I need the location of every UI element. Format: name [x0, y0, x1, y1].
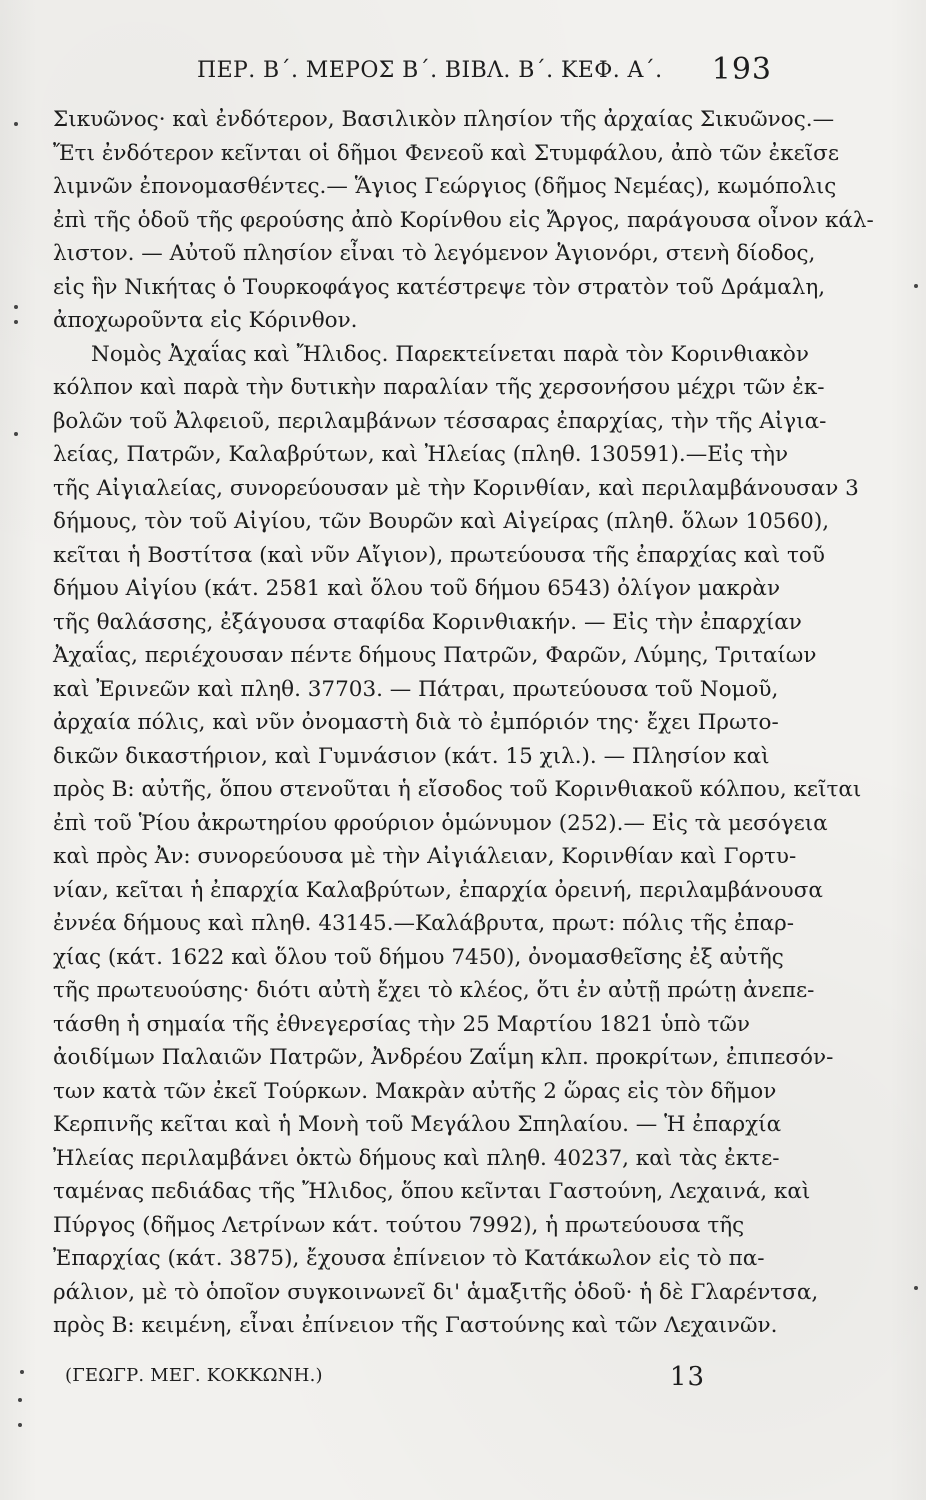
text-line: Κερπινῆς κεῖται καὶ ἡ Μονὴ τοῦ Μεγάλου Σπηλαίου. — Ἡ ἐπαρχία [53, 1112, 782, 1137]
text-line: πρὸς Β: κειμένη, εἶναι ἐπίνειον τῆς Γαστούνης καὶ τῶν Λεχαινῶν. [53, 1313, 778, 1338]
margin-dot-mark [18, 1423, 22, 1427]
margin-dot-mark [914, 1286, 918, 1290]
text-line: Πύργος (δῆμος Λετρίνων κάτ. τούτου 7992), ἡ πρωτεύουσα τῆς [53, 1212, 745, 1238]
text-line: δήμου Αἰγίου (κάτ. 2581 καὶ ὅλου τοῦ δήμου 6543) ὀλίγον μακρὰν [53, 576, 781, 601]
text-line: κόλπον καὶ παρὰ τὴν δυτικὴν παραλίαν τῆς χερσονήσου μέχρι τῶν ἐκ- [53, 375, 825, 400]
text-line: ταμένας πεδιάδας τῆς Ἤλιδος, ὅπου κεῖνται Γαστούνη, Λεχαινά, καὶ [53, 1179, 811, 1204]
margin-dot-mark [914, 284, 918, 288]
text-line: ἀποχωροῦντα εἰς Κόρινθον. [53, 308, 358, 333]
text-line: ἀοιδίμων Παλαιῶν Πατρῶν, Ἀνδρέου Ζαΐμη κλπ. προκρίτων, ἐπιπεσόν- [53, 1045, 834, 1070]
text-line: ράλιον, μὲ τὸ ὁποῖον συγκοινωνεῖ δι' ἁμαξιτῆς ὁδοῦ· ἡ δὲ Γλαρέντσα, [53, 1279, 819, 1305]
text-line: Ἔτι ἐνδότερον κεῖνται οἱ δῆμοι Φενεοῦ καὶ Στυμφάλου, ἀπὸ τῶν ἐκεῖσε [53, 140, 839, 166]
margin-dot-mark [14, 432, 18, 436]
text-line: καὶ Ἐρινεῶν καὶ πληθ. 37703. — Πάτραι, πρωτεύουσα τοῦ Νομοῦ, [53, 676, 779, 702]
text-line: Σικυῶνος· καὶ ἐνδότερον, Βασιλικὸν πλησίον τῆς ἀρχαίας Σικυῶνος.— [53, 107, 835, 132]
text-line: Ἠλείας περιλαμβάνει ὀκτὼ δήμους καὶ πληθ. 40237, καὶ τὰς ἐκτε- [53, 1145, 780, 1171]
text-line: ἐννέα δήμους καὶ πληθ. 43145.—Καλάβρυτα, πρωτ: πόλις τῆς ἐπαρ- [53, 911, 795, 936]
page-number: 193 [711, 52, 772, 87]
text-line: τῆς πρωτευούσης· διότι αὐτὴ ἔχει τὸ κλέος, ὅτι ἐν αὐτῇ πρώτῃ ἀνεπε- [53, 978, 815, 1003]
margin-dot-mark [18, 1398, 22, 1402]
margin-dot-mark [14, 122, 18, 126]
page-footer [65, 1362, 705, 1395]
body-text [53, 103, 874, 1342]
text-line: βολῶν τοῦ Ἀλφειοῦ, περιλαμβάνων τέσσαρας ἐπαρχίας, τὴν τῆς Αἰγια- [53, 408, 827, 434]
signature-mark: 13 [669, 1362, 705, 1392]
text-line: χίας (κάτ. 1622 καὶ ὅλου τοῦ δήμου 7450), ὀνομασθεῖσης ἐξ αὐτῆς [53, 944, 784, 970]
section-heading-line: Νομὸς Ἀχαΐας καὶ Ἤλιδος. Παρεκτείνεται παρὰ τὸν Κορινθιακὸν [91, 341, 809, 367]
running-title: ΠΕΡ. Β΄. ΜΕΡΟΣ Β΄. ΒΙΒΛ. Β΄. ΚΕΦ. Α΄. [197, 58, 663, 83]
text-line: εἰς ἣν Νικήτας ὁ Τουρκοφάγος κατέστρεψε τὸν στρατὸν τοῦ Δράμαλη, [53, 274, 826, 300]
text-line: ἀρχαία πόλις, καὶ νῦν ὀνομαστὴ διὰ τὸ ἐμπόριόν της· ἔχει Πρωτο- [53, 710, 779, 735]
margin-dot-mark [14, 305, 18, 309]
text-line: καὶ πρὸς Ἀν: συνορεύουσα μὲ τὴν Αἰγιάλειαν, Κορινθίαν καὶ Γορτυ- [53, 844, 797, 869]
text-line: λείας, Πατρῶν, Καλαβρύτων, καὶ Ἠλείας (πληθ. 130591).—Εἰς τὴν [53, 442, 789, 467]
text-line: δήμους, τὸν τοῦ Αἰγίου, τῶν Βουρῶν καὶ Αἰγείρας (πληθ. ὅλων 10560), [53, 509, 830, 534]
text-line: ἐπὶ τοῦ Ῥίου ἀκρωτηρίου φρούριον ὁμώνυμον (252).— Εἰς τὰ μεσόγεια [53, 810, 828, 836]
page-header [175, 52, 772, 88]
text-line: τάσθη ἡ σημαία τῆς ἐθνεγερσίας τὴν 25 Μαρτίου 1821 ὑπὸ τῶν [53, 1011, 751, 1037]
text-line: τῆς θαλάσσης, ἐξάγουσα σταφίδα Κορινθιακήν. — Εἰς τὴν ἐπαρχίαν [53, 609, 802, 635]
margin-dot-mark [20, 1370, 24, 1374]
text-line: νίαν, κεῖται ἡ ἐπαρχία Καλαβρύτων, ἐπαρχία ὀρεινή, περιλαμβάνουσα [53, 877, 823, 903]
source-note: (ΓΕΩΓΡ. ΜΕΓ. ΚΟΚΚΩΝΗ.) [65, 1365, 323, 1386]
margin-dot-mark [14, 320, 18, 324]
text-line: Ἐπαρχίας (κάτ. 3875), ἔχουσα ἐπίνειον τὸ Κατάκωλον εἰς τὸ πα- [53, 1246, 765, 1271]
text-line: ἐπὶ τῆς ὁδοῦ τῆς φερούσης ἀπὸ Κορίνθου εἰς Ἄργος, παράγουσα οἶνον κάλ- [53, 207, 874, 233]
text-line: πρὸς Β: αὐτῆς, ὅπου στενοῦται ἡ εἴσοδος τοῦ Κορινθιακοῦ κόλπου, κεῖται [53, 777, 862, 802]
text-line: Ἀχαΐας, περιέχουσαν πέντε δήμους Πατρῶν, Φαρῶν, Λύμης, Τριταίων [53, 643, 817, 668]
text-line: λιμνῶν ἐπονομασθέντες.— Ἅγιος Γεώργιος (δῆμος Νεμέας), κωμόπολις [53, 174, 837, 199]
text-line: λιστον. — Αὐτοῦ πλησίον εἶναι τὸ λεγόμενον Ἁγιονόρι, στενὴ δίοδος, [53, 241, 816, 266]
text-line: τῆς Αἰγιαλείας, συνορεύουσαν μὲ τὴν Κορινθίαν, καὶ περιλαμβάνουσαν 3 [53, 475, 859, 501]
text-line: κεῖται ἡ Βοστίτσα (καὶ νῦν Αἴγιον), πρωτεύουσα τῆς ἐπαρχίας καὶ τοῦ [53, 542, 825, 568]
text-line: των κατὰ τῶν ἐκεῖ Τούρκων. Μακρὰν αὐτῆς 2 ὥρας εἰς τὸν δῆμον [53, 1078, 777, 1104]
text-line: δικῶν δικαστήριον, καὶ Γυμνάσιον (κάτ. 15 χιλ.). — Πλησίον καὶ [53, 743, 770, 769]
